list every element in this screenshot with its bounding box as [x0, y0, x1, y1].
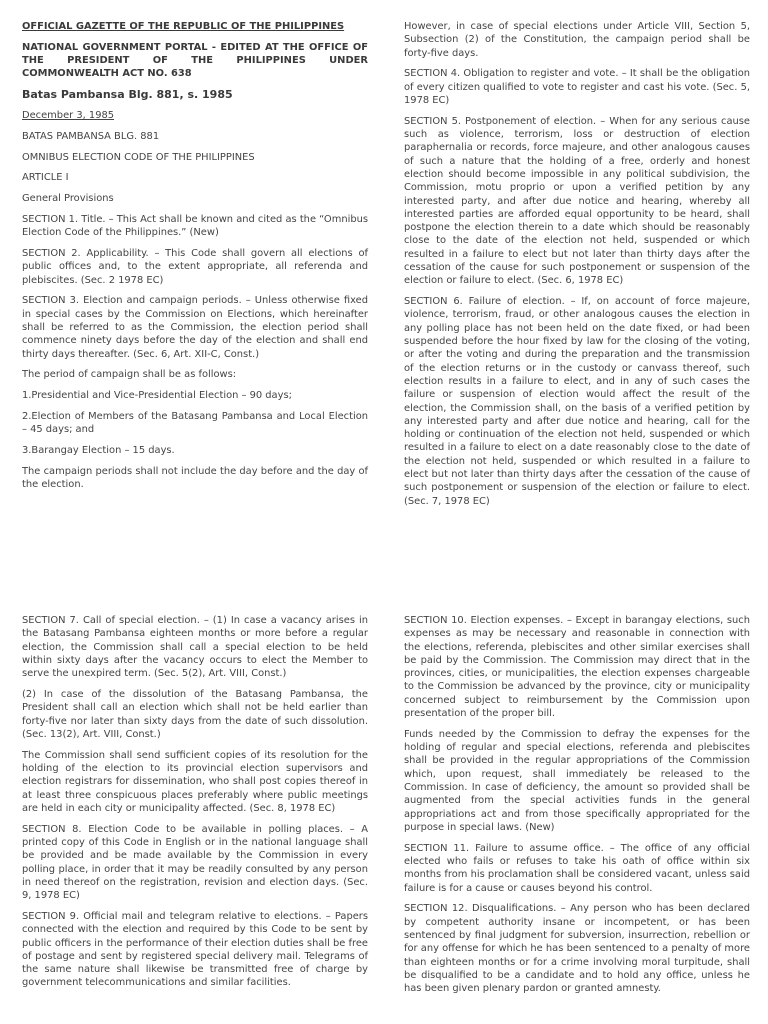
resolution-copies-paragraph: The Commission shall send sufficient copies of its resolution for the holding of the election to its provincial election supervisors and election registrars for dissemination, who shall post copies thereof in at least three conspicuous places preferably where public meetings are held in each city or municipality affected. (Sec. 8, 1978 EC)	[22, 749, 368, 814]
section-7-paragraph: SECTION 7. Call of special election. – (1) In case a vacancy arises in the Batasang Pambansa eighteen months or more before a regular election, the Commission shall call a special election to be held within sixty days after the vacancy occurs to elect the Member to serve the unexpired term. (Sec. 5(2), Art. VIII, Const.)	[22, 615, 368, 680]
page2-left-column	[22, 614, 368, 997]
section-5-paragraph: SECTION 5. Postponement of election. – When for any serious cause such as violence, terrorism, loss or destruction of election paraphernalia or records, force majeure, and other analogous causes of such a nature that the holding of a free, orderly and honest election should become impossible in any political subdivision, the Commission, motu proprio or upon a verified petition by any interested party, and after due notice and hearing, whereby all interested parties are afforded equal opportunity to be heard, shall postpone the election therein to a date which should be reasonably close to the date of the election not held, suspended or which resulted in a failure to elect but not later than thirty days after the cessation of the cause for such postponement or suspension of the election or failure to elect. (Sec. 6, 1978 EC)	[404, 115, 750, 287]
law-title: Batas Pambansa Blg. 881, s. 1985	[22, 88, 233, 102]
code-title: OMNIBUS ELECTION CODE OF THE PHILIPPINES	[22, 151, 255, 163]
campaign-list-item: 1.Presidential and Vice-Presidential Election – 90 days;	[22, 390, 292, 402]
section-10-paragraph: SECTION 10. Election expenses. – Except in barangay elections, such expenses as may be necessary and reasonable in connection with the elections, referenda, plebiscites and other similar exercises shall be paid by the Commission. The Commission may direct that in the provinces, cities, or municipalities, the election expenses chargeable to the Commission be advanced by the province, city or municipality concerned subject to reimbursement by the Commission upon presentation of the proper bill.	[404, 615, 750, 720]
section-6-paragraph: SECTION 6. Failure of election. – If, on account of force majeure, violence, terrorism, fraud, or other analogous causes the election in any polling place has not been held on the date fixed, or had been suspended before the hour fixed by law for the closing of the voting, or after the voting and during the preparation and the transmission of the election returns or in the custody or canvass thereof, such election results in a failure to elect, and in any of such cases the failure or suspension of election would affect the result of the election, the Commission shall, on the basis of a verified petition by any interested party and after due notice and hearing, call for the holding or continuation of the election not held, suspended or which resulted in a failure to elect on a date reasonably close to the date of the election not held, suspended or which resulted in a failure to elect but not later than thirty days after the cessation of the cause of such postponement or suspension of the election or failure to elect. (Sec. 7, 1978 EC)	[404, 296, 750, 507]
portal-subtitle: NATIONAL GOVERNMENT PORTAL - EDITED AT THE OFFICE OF THE PRESIDENT OF THE PHILIPPINES UNDER COMMONWEALTH ACT NO. 638	[22, 41, 368, 80]
section-8-paragraph: SECTION 8. Election Code to be available in polling places. – A printed copy of this Code in English or in the national language shall be provided and be made available by the Commission in every polling place, in order that it may be readily consulted by any person in need thereof on the registration, revision and election days. (Sec. 9, 1978 EC)	[22, 823, 368, 902]
campaign-list-item: 3.Barangay Election – 15 days.	[22, 445, 175, 457]
section-4-paragraph: SECTION 4. Obligation to register and vote. – It shall be the obligation of every citizen qualified to vote to register and cast his vote. (Sec. 5, 1978 EC)	[404, 68, 750, 106]
gazette-title: OFFICIAL GAZETTE OF THE REPUBLIC OF THE PHILIPPINES	[22, 21, 345, 32]
campaign-list-item: 2.Election of Members of the Batasang Pambansa and Local Election – 45 days; and	[22, 411, 368, 436]
section-12-paragraph: SECTION 12. Disqualifications. – Any person who has been declared by competent authority insane or incompetent, or has been sentenced by final judgment for subversion, insurrection, rebellion or for any offense for which he has been sentenced to a penalty of more than eighteen months or for a crime involving moral turpitude, shall be disqualified to be a candidate and to hold any office, unless he has been given plenary pardon or granted amnesty.	[404, 903, 750, 995]
page1-right-column	[404, 20, 750, 515]
section-1-paragraph: SECTION 1. Title. – This Act shall be known and cited as the “Omnibus Election Code of the Philippines.” (New)	[22, 213, 368, 239]
section-7-dissolution-paragraph: (2) In case of the dissolution of the Batasang Pambansa, the President shall call an election which shall not be held earlier than forty-five nor later than sixty days from the date of such dissolution. (Sec. 13(2), Art. VIII, Const.)	[22, 688, 368, 740]
special-election-paragraph: However, in case of special elections under Article VIII, Section 5, Subsection (2) of the Constitution, the campaign period shall be forty-five days.	[404, 21, 750, 59]
article-subheading: General Provisions	[22, 193, 114, 205]
law-date: December 3, 1985	[22, 109, 115, 121]
section-11-paragraph: SECTION 11. Failure to assume office. – The office of any official elected who fails or refuses to take his oath of office within six months from his proclamation shall be considered vacant, unless said failure is for a cause or causes beyond his control.	[404, 842, 750, 894]
page1-left-column	[22, 20, 368, 499]
section-3-paragraph: SECTION 3. Election and campaign periods. – Unless otherwise fixed in special cases by the Commission on Elections, which hereinafter shall be referred to as the Commission, the election period shall commence ninety days before the day of the election and shall end thirty days thereafter. (Sec. 6, Art. XII-C, Const.)	[22, 295, 368, 360]
article-heading: ARTICLE I	[22, 172, 69, 184]
law-number: BATAS PAMBANSA BLG. 881	[22, 130, 160, 142]
section-2-paragraph: SECTION 2. Applicability. – This Code shall govern all elections of public offices and, to the extent appropriate, all referenda and plebiscites. (Sec. 2 1978 EC)	[22, 248, 368, 286]
funds-paragraph: Funds needed by the Commission to defray the expenses for the holding of regular and special elections, referenda and plebiscites shall be provided in the regular appropriations of the Commission which, upon request, shall immediately be released to the Commission. In case of deficiency, the amount so provided shall be augmented from the special activities funds in the general appropriations act and from those specifically appropriated for the purpose in special laws. (New)	[404, 728, 750, 833]
campaign-period-intro: The period of campaign shall be as follows:	[22, 369, 237, 381]
page2-right-column	[404, 614, 750, 1003]
campaign-period-note: The campaign periods shall not include the day before and the day of the election.	[22, 465, 368, 491]
section-9-paragraph: SECTION 9. Official mail and telegram relative to elections. – Papers connected with the election and required by this Code to be sent by public officers in the performance of their election duties shall be free of postage and sent by registered special delivery mail. Telegrams of the same nature shall likewise be transmitted free of charge by government telecommunications and similar facilities.	[22, 910, 368, 989]
